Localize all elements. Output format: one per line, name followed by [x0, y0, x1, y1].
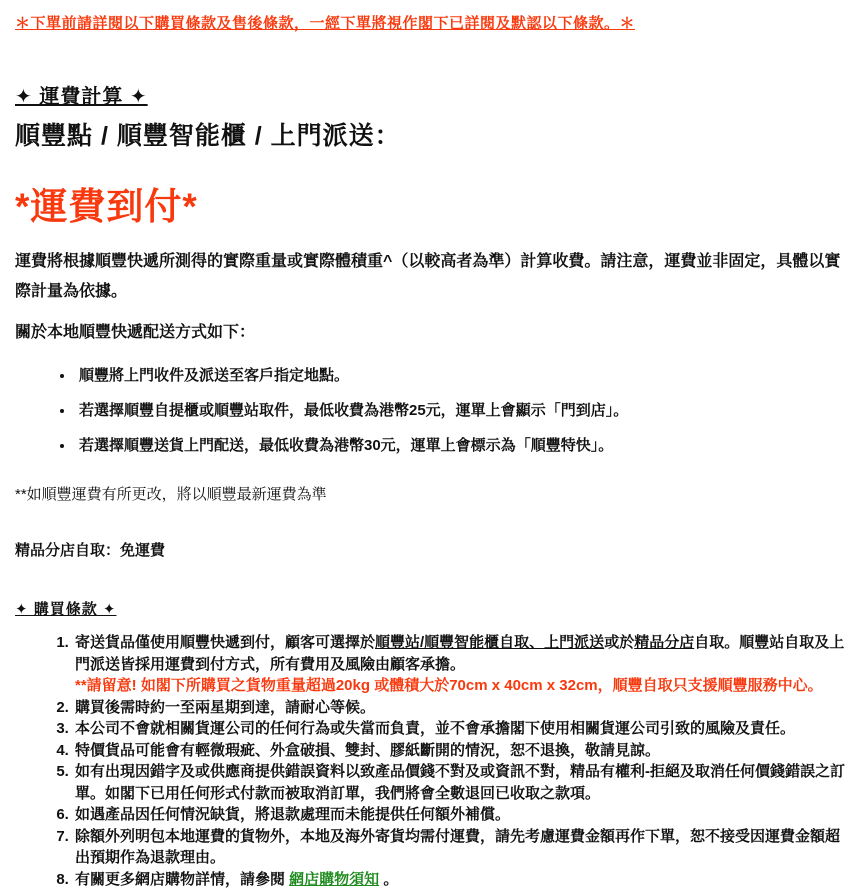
terms-item-8 [73, 869, 846, 890]
online-shopping-guide-link[interactable]: 網店購物須知 [289, 871, 379, 888]
list-item: • 順豐將上門收件及派送至客戶指定地點。 [75, 365, 846, 386]
terms-item-1-text: 寄送貨品僅使用順豐快遞到付，顧客可選擇於 [75, 634, 375, 651]
shipping-section-heading: ✦ 運費計算 ✦ [15, 80, 846, 109]
terms-item-2: 2. 購買後需時約一至兩星期到達，請耐心等候。 [73, 697, 846, 719]
purchase-terms-list [15, 632, 846, 890]
terms-item-7: 7. 除額外列明包本地運費的貨物外，本地及海外寄貨均需付運費，請先考慮運費金額再作下單，恕不接受因運費金額超出預期作為退款理由。 [73, 826, 846, 869]
terms-item-3: 3. 本公司不會就相關貨運公司的任何行為或失當而負責，並不會承擔閣下使用相關貨運公司引致的風險及責任。 [73, 718, 846, 740]
list-item: • 若選擇順豐送貨上門配送，最低收費為港幣30元，運單上會標示為「順豐特快」。 [75, 435, 846, 456]
fee-change-note: **如順豐運費有所更改，將以順豐最新運費為準 [15, 485, 846, 505]
terms-item-5: 5. 如有出現因錯字及或供應商提供錯誤資料以致產品價錢不對及或資訊不對，精品有權利-拒絕及取消任何價錢錯誤之訂單。如閣下已用任何形式付款而被取消訂單，我們將會全數退回已收取之款項。 [73, 761, 846, 804]
freight-collect-highlight: *運費到付* [15, 176, 846, 230]
shipping-fee-intro: 運費將根據順豐快遞所測得的實際重量或實際體積重^（以較高者為準）計算收費。請注意，運費並非固定，具體以實際計量為依據。 [15, 247, 846, 307]
weight-limit-warning: **請留意! 如閣下所購買之貨物重量超過20kg 或體積大於70cm x 40cm x 32cm，順豐自取只支援順豐服務中心。 [75, 675, 846, 697]
terms-item-8-text: 。 [379, 871, 398, 888]
terms-item-1-text: 自取。順豐站自取及上門派送皆採用運費到付方式，所有費用及風險由顧客承擔。 [75, 634, 844, 673]
terms-item-4: 4. 特價貨品可能會有輕微瑕疵、外盒破損、雙封、膠紙斷開的情況，恕不退換，敬請見諒。 [73, 740, 846, 762]
terms-item-8-text: 有關更多網店購物詳情，請參閱 [75, 871, 289, 888]
terms-item-6: 6. 如遇產品因任何情況缺貨，將退款處理而未能提供任何額外補償。 [73, 804, 846, 826]
local-delivery-intro: 關於本地順豐快遞配送方式如下： [15, 321, 846, 345]
list-item: • 若選擇順豐自提櫃或順豐站取件，最低收費為港幣25元，運單上會顯示「門到店」。 [75, 400, 846, 421]
store-pickup-free-note: 精品分店自取：免運費 [15, 541, 846, 561]
terms-item-1-underline-store: 精品分店 [634, 634, 694, 651]
terms-item-1-underline-pickup: 順豐站/順豐智能櫃自取、上門派送 [375, 634, 604, 651]
shipping-methods-subheading: 順豐點 / 順豐智能櫃 / 上門派送： [15, 116, 846, 152]
top-warning-banner: ＊下單前請詳閱以下購買條款及售後條款，一經下單將視作閣下已詳閱及默認以下條款。＊ [15, 14, 846, 33]
terms-item-1-text: 或於 [604, 634, 634, 651]
purchase-terms-heading: ✦ 購買條款 ✦ [15, 598, 846, 619]
delivery-options-list [15, 365, 846, 456]
terms-item-1 [73, 632, 846, 697]
